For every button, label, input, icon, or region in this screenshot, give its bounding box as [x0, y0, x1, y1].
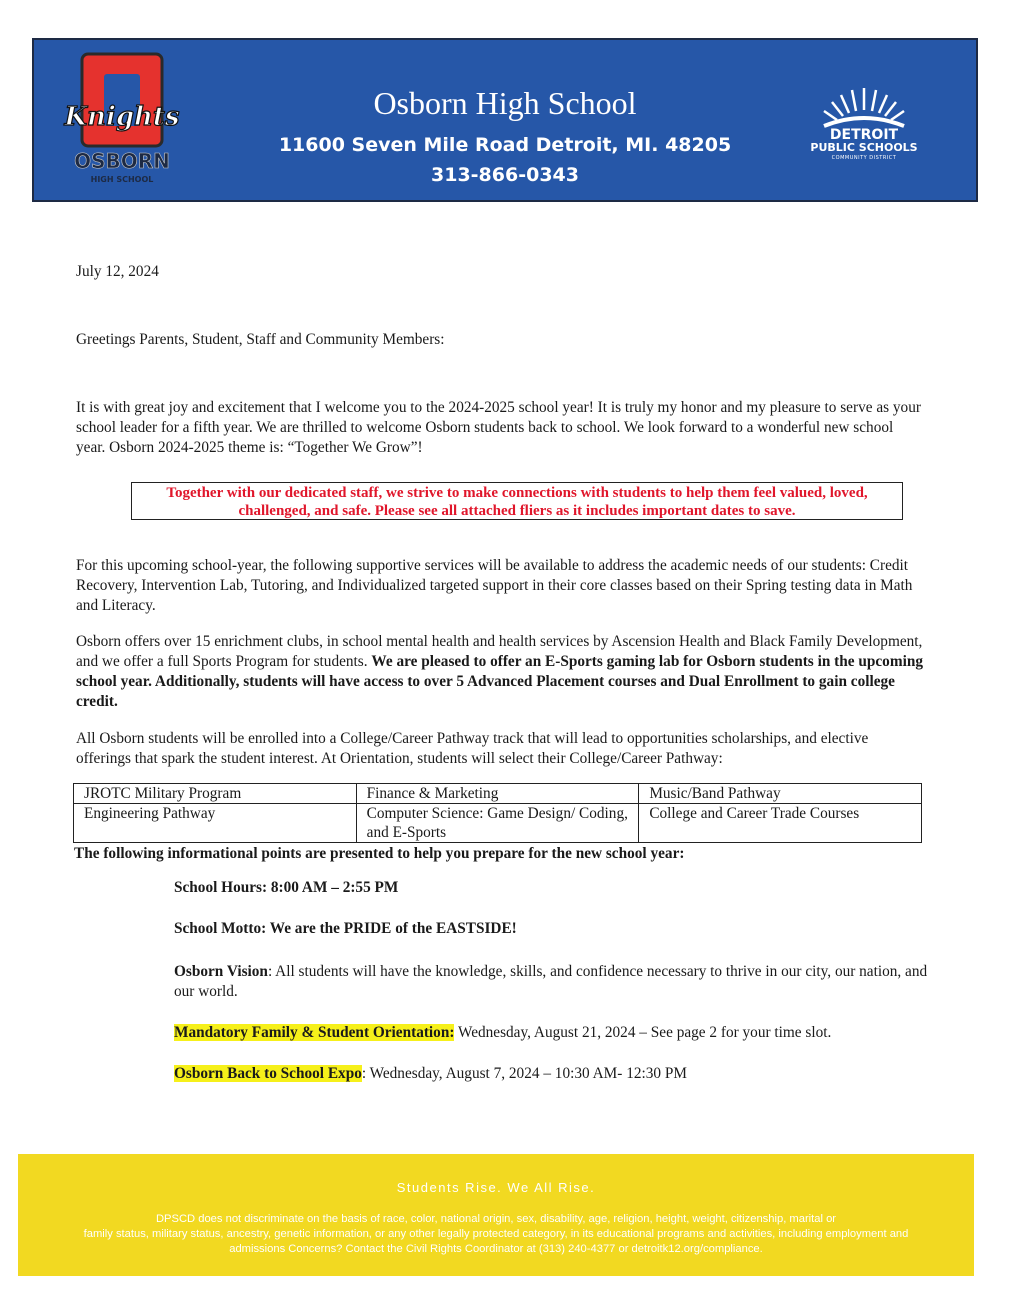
callout-box [131, 482, 903, 520]
expo-item [174, 1064, 934, 1084]
school-motto: School Motto: We are the PRIDE of the EASTSIDE! [174, 920, 517, 937]
letter-greeting: Greetings Parents, Student, Staff and Community Members: [76, 331, 445, 348]
nondiscrimination-line-2: family status, military status, ancestry, genetic information, or any other legally protected category, in its educational programs and activities, including employment and [83, 1228, 909, 1240]
svg-text:Knights: Knights [64, 102, 180, 132]
vision-label: Osborn Vision [174, 963, 268, 980]
info-heading: The following informational points are presented to help you prepare for the new school year: [74, 845, 685, 862]
school-name: Osborn High School [373, 85, 637, 121]
svg-text:HIGH SCHOOL: HIGH SCHOOL [90, 175, 154, 184]
pathway-intro: All Osborn students will be enrolled into a College/Career Pathway track that will lead to opportunities scholarships, and elective offerings that spark the student interest. At Orientation, students will select their College/Career Pathway: [76, 730, 869, 767]
callout-text: Together with our dedicated staff, we strive to make connections with students to help them feel valued, loved, challenged, and safe. Please see all attached fliers as it includes important dates to save. [166, 485, 868, 519]
svg-text:OSBORN: OSBORN [74, 149, 170, 173]
table-row [74, 784, 922, 804]
table-cell: Computer Science: Game Design/ Coding, and E-Sports [356, 804, 639, 843]
nondiscrimination-line-3: admissions Concerns? Contact the Civil Rights Coordinator at (313) 240-4377 or detroitk12.org/compliance. [229, 1243, 763, 1255]
school-phone: 313-866-0343 [431, 164, 579, 186]
nondiscrimination-line-1: DPSCD does not discriminate on the basis of race, color, national origin, sex, disability, age, religion, height, weight, citizenship, marital or [155, 1213, 837, 1225]
offers-paragraph [76, 632, 924, 712]
vision-statement [174, 962, 934, 1002]
school-hours: School Hours: 8:00 AM – 2:55 PM [174, 879, 399, 896]
services-paragraph: For this upcoming school-year, the following supportive services will be available to address the academic needs of our students: Credit Recovery, Intervention Lab, Tutoring, and Individualized targeted support in their core classes based on their Spring testing data in Math and Literacy. [76, 557, 913, 614]
expo-label: Osborn Back to School Expo [174, 1065, 362, 1082]
table-cell: College and Career Trade Courses [639, 804, 922, 843]
letterhead-banner [32, 38, 978, 202]
school-address: 11600 Seven Mile Road Detroit, MI. 48205 [278, 134, 732, 156]
orientation-item [174, 1023, 934, 1043]
footer-banner [18, 1154, 974, 1276]
table-row [74, 804, 922, 843]
table-cell: Music/Band Pathway [639, 784, 922, 804]
intro-paragraph: It is with great joy and excitement that I welcome you to the 2024-2025 school year! It is truly my honor and my pleasure to serve as your school leader for a fifth year. We are thrilled to welcome Osborn students back to school. We look forward to a wonderful new school year. Osborn 2024-2025 theme is: “Together We Grow”! [76, 399, 921, 456]
table-cell: Engineering Pathway [74, 804, 357, 843]
table-cell: Finance & Marketing [356, 784, 639, 804]
orientation-label: Mandatory Family & Student Orientation: [174, 1024, 455, 1041]
orientation-text: Wednesday, August 21, 2024 – See page 2 for your time slot. [454, 1024, 832, 1041]
vision-text: : All students will have the knowledge, skills, and confidence necessary to thrive in our city, our nation, and our world. [174, 963, 928, 1000]
offers-bold-text: We are pleased to offer an E-Sports gaming lab for Osborn students in the upcoming school year. Additionally, students will have access to over 5 Advanced Placement courses and Dual Enrollment to gain college credit. [76, 653, 923, 710]
district-subtitle-small: COMMUNITY DISTRICT [831, 155, 897, 161]
district-name: DETROIT [829, 127, 899, 143]
pathway-table [73, 783, 922, 843]
offers-text: Osborn offers over 15 enrichment clubs, in school mental health and health services by Ascension Health and Black Family Development, and we offer a full Sports Program for students. [76, 633, 923, 670]
footer-slogan: Students Rise. We All Rise. [396, 1180, 596, 1195]
district-subtitle: PUBLIC SCHOOLS [810, 141, 918, 154]
expo-text: : Wednesday, August 7, 2024 – 10:30 AM- 12:30 PM [361, 1065, 687, 1082]
letter-date: July 12, 2024 [76, 263, 159, 280]
table-cell: JROTC Military Program [74, 784, 357, 804]
